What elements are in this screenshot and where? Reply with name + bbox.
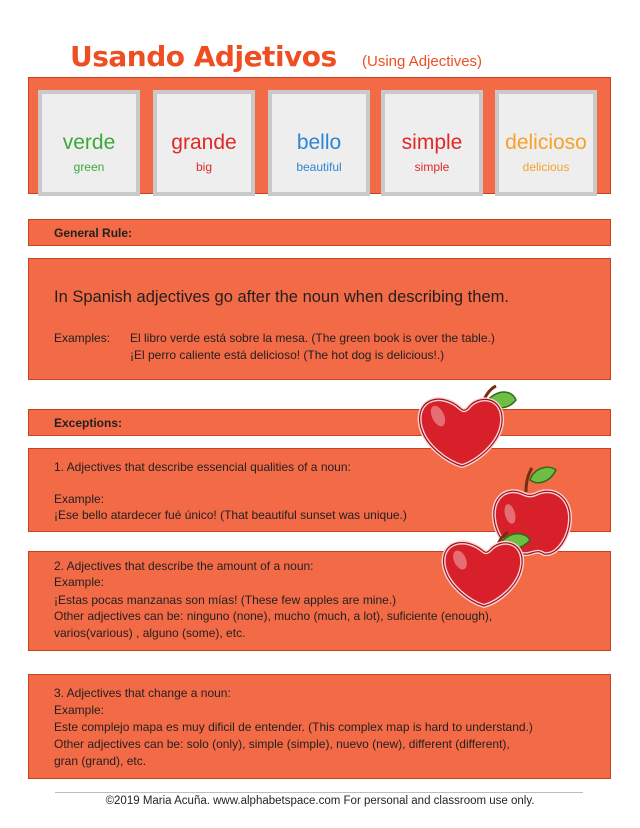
vocab-english: beautiful <box>296 160 342 174</box>
apple-icon <box>412 380 522 470</box>
vocab-english: big <box>195 160 212 174</box>
rule-statement: In Spanish adjectives go after the noun when describing them. <box>54 288 509 306</box>
exception-line: 3. Adjectives that change a noun: <box>54 686 231 700</box>
exception-line: Example: <box>54 703 105 717</box>
vocab-card <box>495 90 597 196</box>
exception-line: ¡Ese bello atardecer fué único! (That beautiful sunset was unique.) <box>54 508 407 522</box>
vocab-spanish: simple <box>401 131 463 154</box>
vocab-card <box>381 90 483 196</box>
example-line: ¡El perro caliente está delicioso! (The hot dog is delicious!.) <box>130 348 445 362</box>
exception-line: Example: <box>54 575 105 589</box>
footer-text: ©2019 Maria Acuña. www.alphabetspace.com For personal and classroom use only. <box>105 795 535 807</box>
general-rule-heading: General Rule: <box>54 226 133 240</box>
exception-line: ¡Estas pocas manzanas son mías! (These few apples are mine.) <box>54 593 397 607</box>
exception-line: Other adjectives can be: solo (only), simple (simple), nuevo (new), different (different), <box>54 737 510 751</box>
vocab-english: green <box>73 160 105 174</box>
footer-divider <box>55 792 583 793</box>
vocab-card <box>268 90 370 196</box>
exception-box-3 <box>28 674 611 779</box>
general-rule-box <box>28 258 611 380</box>
vocab-english: simple <box>414 160 450 174</box>
vocab-english: delicious <box>522 160 570 174</box>
exception-line: Example: <box>54 492 105 506</box>
page-title: Usando Adjetivos <box>70 40 337 73</box>
exception-line: Este complejo mapa es muy dificil de entender. (This complex map is hard to understand.) <box>54 720 533 734</box>
vocab-spanish: bello <box>296 131 342 154</box>
page-subtitle: (Using Adjectives) <box>362 53 483 70</box>
exception-line: 1. Adjectives that describe essencial qualities of a noun: <box>54 460 351 474</box>
vocabulary-panel <box>28 77 611 194</box>
examples-label: Examples: <box>54 331 111 345</box>
exception-line: varios(various) , alguno (some), etc. <box>54 626 246 640</box>
vocab-spanish: verde <box>62 131 116 154</box>
vocab-card <box>153 90 255 196</box>
vocab-spanish: delicioso <box>505 131 587 154</box>
example-line: El libro verde está sobre la mesa. (The green book is over the table.) <box>130 331 495 345</box>
apple-icon <box>438 524 538 610</box>
exception-line: gran (grand), etc. <box>54 754 147 768</box>
exceptions-heading: Exceptions: <box>54 416 123 430</box>
vocab-card <box>38 90 140 196</box>
exception-line: Other adjectives can be: ninguno (none), mucho (much, a lot), suficiente (enough), <box>54 609 493 623</box>
exceptions-bar <box>28 409 611 436</box>
general-rule-bar <box>28 219 611 246</box>
vocab-spanish: grande <box>171 131 237 154</box>
exception-line: 2. Adjectives that describe the amount of a noun: <box>54 559 314 573</box>
